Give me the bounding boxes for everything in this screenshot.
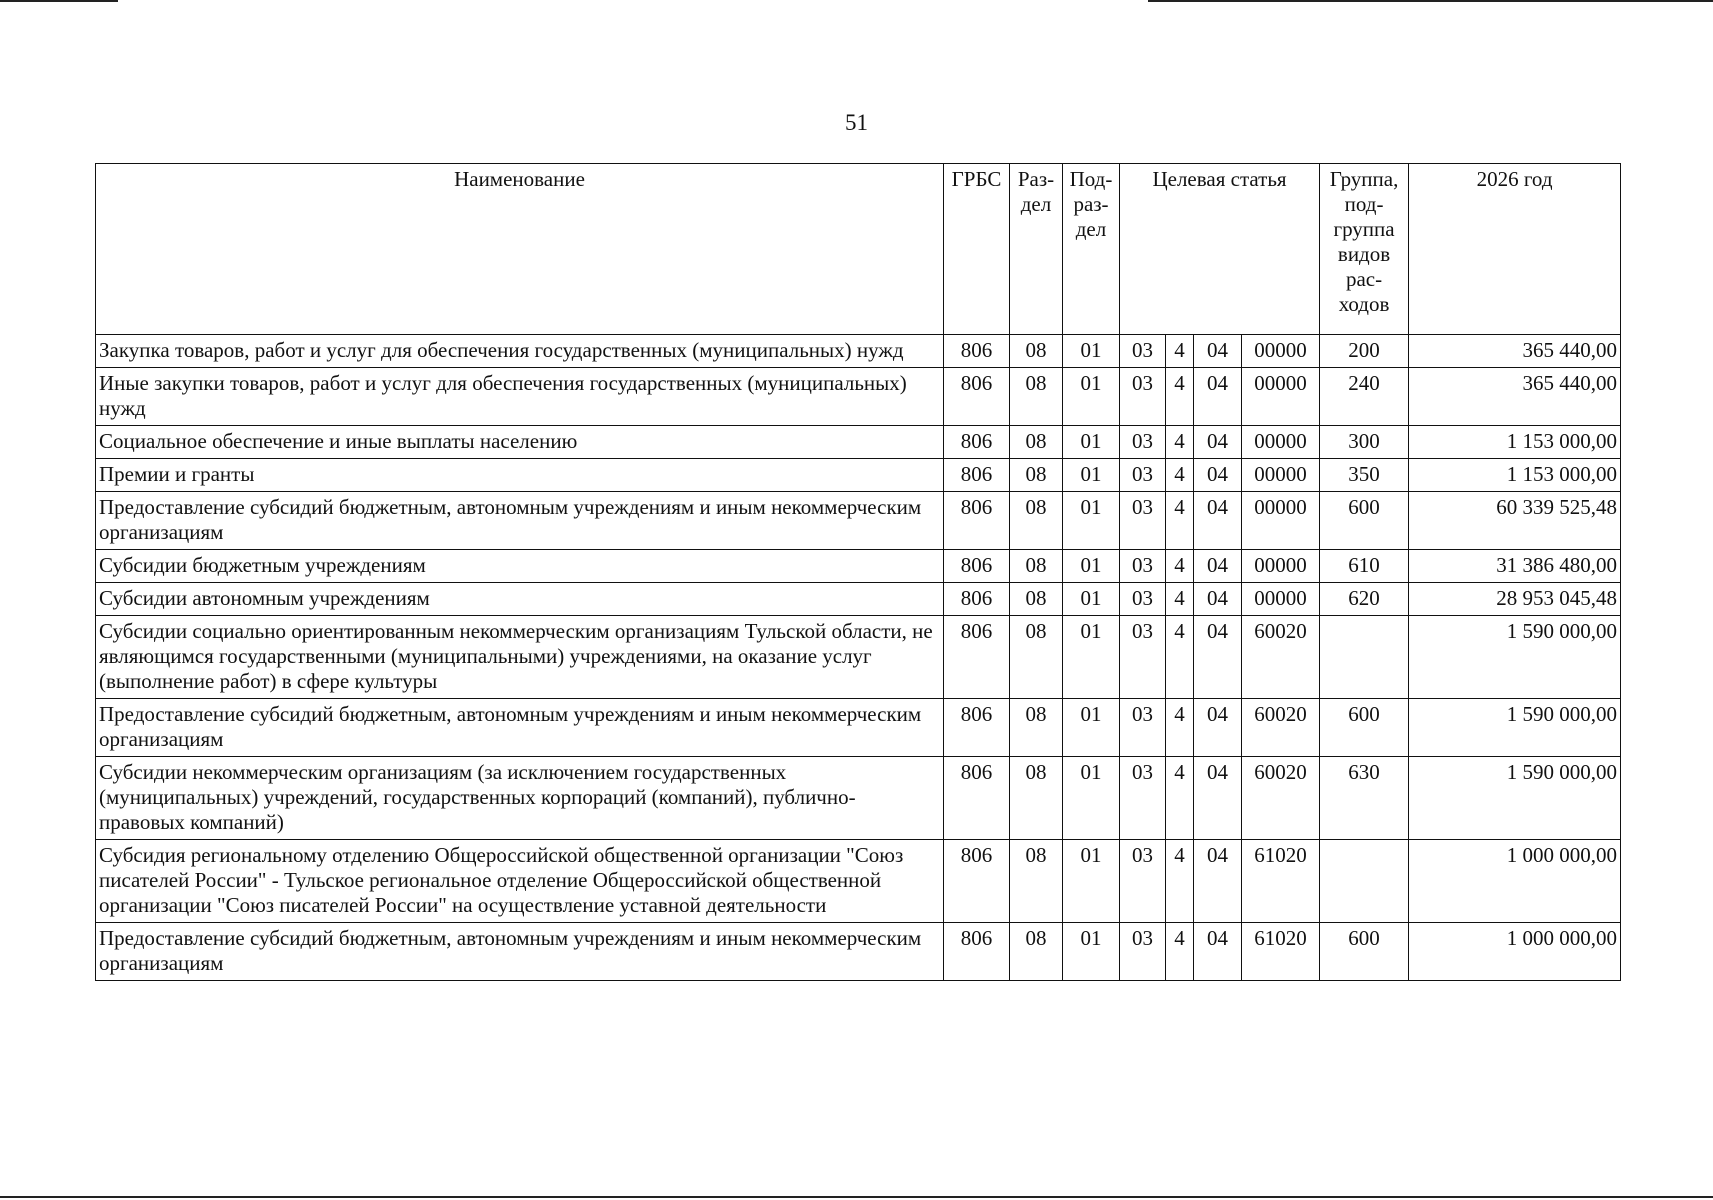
scan-edge-gap xyxy=(118,0,1148,3)
row-target-type: 4 xyxy=(1166,923,1194,981)
row-expense-group xyxy=(1320,840,1409,923)
row-expense-group: 600 xyxy=(1320,699,1409,757)
row-target-program: 03 xyxy=(1120,616,1166,699)
row-target-subprogram: 04 xyxy=(1194,368,1242,426)
row-grbs: 806 xyxy=(944,335,1010,368)
row-expense-group: 300 xyxy=(1320,426,1409,459)
row-target-program: 03 xyxy=(1120,757,1166,840)
row-target-direction: 60020 xyxy=(1242,616,1320,699)
row-target-type: 4 xyxy=(1166,550,1194,583)
row-name: Субсидии автономным учреждениям xyxy=(96,583,944,616)
row-target-direction: 00000 xyxy=(1242,583,1320,616)
row-name: Субсидии бюджетным учреждениям xyxy=(96,550,944,583)
table-row xyxy=(96,368,1621,426)
row-target-program: 03 xyxy=(1120,335,1166,368)
row-razdel: 08 xyxy=(1010,583,1063,616)
row-grbs: 806 xyxy=(944,426,1010,459)
row-target-program: 03 xyxy=(1120,426,1166,459)
row-grbs: 806 xyxy=(944,550,1010,583)
row-name: Иные закупки товаров, работ и услуг для обеспечения государственных (муниципальных) нужд xyxy=(96,368,944,426)
row-target-subprogram: 04 xyxy=(1194,616,1242,699)
row-grbs: 806 xyxy=(944,923,1010,981)
row-razdel: 08 xyxy=(1010,923,1063,981)
row-target-direction: 61020 xyxy=(1242,923,1320,981)
row-amount: 365 440,00 xyxy=(1409,368,1621,426)
row-target-direction: 61020 xyxy=(1242,840,1320,923)
row-amount: 1 153 000,00 xyxy=(1409,459,1621,492)
row-grbs: 806 xyxy=(944,840,1010,923)
row-expense-group: 610 xyxy=(1320,550,1409,583)
row-razdel: 08 xyxy=(1010,459,1063,492)
row-name: Субсидии некоммерческим организациям (за исключением государственных (муниципальных) учреждений, государственных корпораций (компаний), публично-правовых компаний) xyxy=(96,757,944,840)
row-expense-group: 200 xyxy=(1320,335,1409,368)
row-target-type: 4 xyxy=(1166,335,1194,368)
row-razdel: 08 xyxy=(1010,492,1063,550)
table-row xyxy=(96,923,1621,981)
row-expense-group: 600 xyxy=(1320,923,1409,981)
row-name: Закупка товаров, работ и услуг для обеспечения государственных (муниципальных) нужд xyxy=(96,335,944,368)
row-target-subprogram: 04 xyxy=(1194,923,1242,981)
row-amount: 1 153 000,00 xyxy=(1409,426,1621,459)
budget-table xyxy=(95,163,1621,981)
row-razdel: 08 xyxy=(1010,757,1063,840)
row-amount: 60 339 525,48 xyxy=(1409,492,1621,550)
row-target-type: 4 xyxy=(1166,492,1194,550)
row-name: Предоставление субсидий бюджетным, автономным учреждениям и иным некоммерческим организациям xyxy=(96,492,944,550)
row-target-program: 03 xyxy=(1120,840,1166,923)
header-grbs: ГРБС xyxy=(944,164,1010,335)
row-amount: 1 000 000,00 xyxy=(1409,923,1621,981)
row-podrazdel: 01 xyxy=(1063,550,1120,583)
row-name: Предоставление субсидий бюджетным, автономным учреждениям и иным некоммерческим организациям xyxy=(96,699,944,757)
row-podrazdel: 01 xyxy=(1063,923,1120,981)
header-podrazdel: Под- раз- дел xyxy=(1063,164,1120,335)
row-razdel: 08 xyxy=(1010,840,1063,923)
row-amount: 1 590 000,00 xyxy=(1409,616,1621,699)
row-target-program: 03 xyxy=(1120,699,1166,757)
row-target-program: 03 xyxy=(1120,368,1166,426)
row-amount: 365 440,00 xyxy=(1409,335,1621,368)
row-target-program: 03 xyxy=(1120,550,1166,583)
table-row xyxy=(96,459,1621,492)
row-podrazdel: 01 xyxy=(1063,426,1120,459)
row-target-subprogram: 04 xyxy=(1194,335,1242,368)
row-expense-group: 600 xyxy=(1320,492,1409,550)
row-podrazdel: 01 xyxy=(1063,335,1120,368)
row-target-direction: 00000 xyxy=(1242,368,1320,426)
row-name: Премии и гранты xyxy=(96,459,944,492)
row-expense-group: 240 xyxy=(1320,368,1409,426)
table-row xyxy=(96,616,1621,699)
table-row xyxy=(96,426,1621,459)
row-podrazdel: 01 xyxy=(1063,616,1120,699)
row-razdel: 08 xyxy=(1010,368,1063,426)
row-podrazdel: 01 xyxy=(1063,757,1120,840)
page-number: 51 xyxy=(845,110,868,135)
row-grbs: 806 xyxy=(944,368,1010,426)
row-grbs: 806 xyxy=(944,699,1010,757)
row-name: Субсидии социально ориентированным некоммерческим организациям Тульской области, не являющимся государственными (муниципальными) учреждениями, на оказание услуг (выполнение работ) в сфере культуры xyxy=(96,616,944,699)
row-target-type: 4 xyxy=(1166,699,1194,757)
row-target-subprogram: 04 xyxy=(1194,840,1242,923)
row-grbs: 806 xyxy=(944,492,1010,550)
row-amount: 1 000 000,00 xyxy=(1409,840,1621,923)
table-row xyxy=(96,583,1621,616)
header-year: 2026 год xyxy=(1409,164,1621,335)
row-target-subprogram: 04 xyxy=(1194,550,1242,583)
header-row xyxy=(96,164,1621,335)
row-grbs: 806 xyxy=(944,616,1010,699)
table-row xyxy=(96,492,1621,550)
row-razdel: 08 xyxy=(1010,550,1063,583)
row-podrazdel: 01 xyxy=(1063,583,1120,616)
row-razdel: 08 xyxy=(1010,426,1063,459)
row-target-type: 4 xyxy=(1166,583,1194,616)
row-grbs: 806 xyxy=(944,583,1010,616)
row-target-program: 03 xyxy=(1120,923,1166,981)
table-row xyxy=(96,550,1621,583)
table-row xyxy=(96,335,1621,368)
row-target-direction: 00000 xyxy=(1242,426,1320,459)
row-name: Социальное обеспечение и иные выплаты населению xyxy=(96,426,944,459)
row-amount: 28 953 045,48 xyxy=(1409,583,1621,616)
row-amount: 1 590 000,00 xyxy=(1409,757,1621,840)
table-row xyxy=(96,699,1621,757)
row-name: Субсидия региональному отделению Общероссийской общественной организации "Союз писателей России" - Тульское региональное отделение Общероссийской общественной организации "Союз писателей России" на осуществление уставной деятельности xyxy=(96,840,944,923)
row-target-type: 4 xyxy=(1166,426,1194,459)
row-target-program: 03 xyxy=(1120,583,1166,616)
row-target-subprogram: 04 xyxy=(1194,492,1242,550)
row-target-subprogram: 04 xyxy=(1194,426,1242,459)
row-target-subprogram: 04 xyxy=(1194,583,1242,616)
row-target-type: 4 xyxy=(1166,459,1194,492)
row-target-subprogram: 04 xyxy=(1194,757,1242,840)
row-target-type: 4 xyxy=(1166,368,1194,426)
row-grbs: 806 xyxy=(944,757,1010,840)
row-target-direction: 00000 xyxy=(1242,492,1320,550)
header-expense-group: Группа, под- группа видов рас- ходов xyxy=(1320,164,1409,335)
row-expense-group: 350 xyxy=(1320,459,1409,492)
row-expense-group xyxy=(1320,616,1409,699)
row-amount: 31 386 480,00 xyxy=(1409,550,1621,583)
row-grbs: 806 xyxy=(944,459,1010,492)
row-target-program: 03 xyxy=(1120,459,1166,492)
header-name: Наименование xyxy=(96,164,944,335)
row-podrazdel: 01 xyxy=(1063,459,1120,492)
row-expense-group: 630 xyxy=(1320,757,1409,840)
row-target-type: 4 xyxy=(1166,757,1194,840)
row-target-direction: 00000 xyxy=(1242,335,1320,368)
row-target-direction: 60020 xyxy=(1242,757,1320,840)
row-target-direction: 60020 xyxy=(1242,699,1320,757)
row-razdel: 08 xyxy=(1010,616,1063,699)
row-podrazdel: 01 xyxy=(1063,840,1120,923)
row-target-type: 4 xyxy=(1166,616,1194,699)
row-target-direction: 00000 xyxy=(1242,459,1320,492)
row-expense-group: 620 xyxy=(1320,583,1409,616)
row-target-subprogram: 04 xyxy=(1194,699,1242,757)
header-target-item: Целевая статья xyxy=(1120,164,1320,335)
table-row xyxy=(96,757,1621,840)
row-podrazdel: 01 xyxy=(1063,368,1120,426)
table-row xyxy=(96,840,1621,923)
row-target-program: 03 xyxy=(1120,492,1166,550)
row-amount: 1 590 000,00 xyxy=(1409,699,1621,757)
row-target-type: 4 xyxy=(1166,840,1194,923)
row-podrazdel: 01 xyxy=(1063,492,1120,550)
row-target-subprogram: 04 xyxy=(1194,459,1242,492)
row-razdel: 08 xyxy=(1010,335,1063,368)
row-name: Предоставление субсидий бюджетным, автономным учреждениям и иным некоммерческим организациям xyxy=(96,923,944,981)
header-razdel: Раз- дел xyxy=(1010,164,1063,335)
row-razdel: 08 xyxy=(1010,699,1063,757)
row-podrazdel: 01 xyxy=(1063,699,1120,757)
row-target-direction: 00000 xyxy=(1242,550,1320,583)
scan-bottom-edge xyxy=(0,1196,1713,1198)
